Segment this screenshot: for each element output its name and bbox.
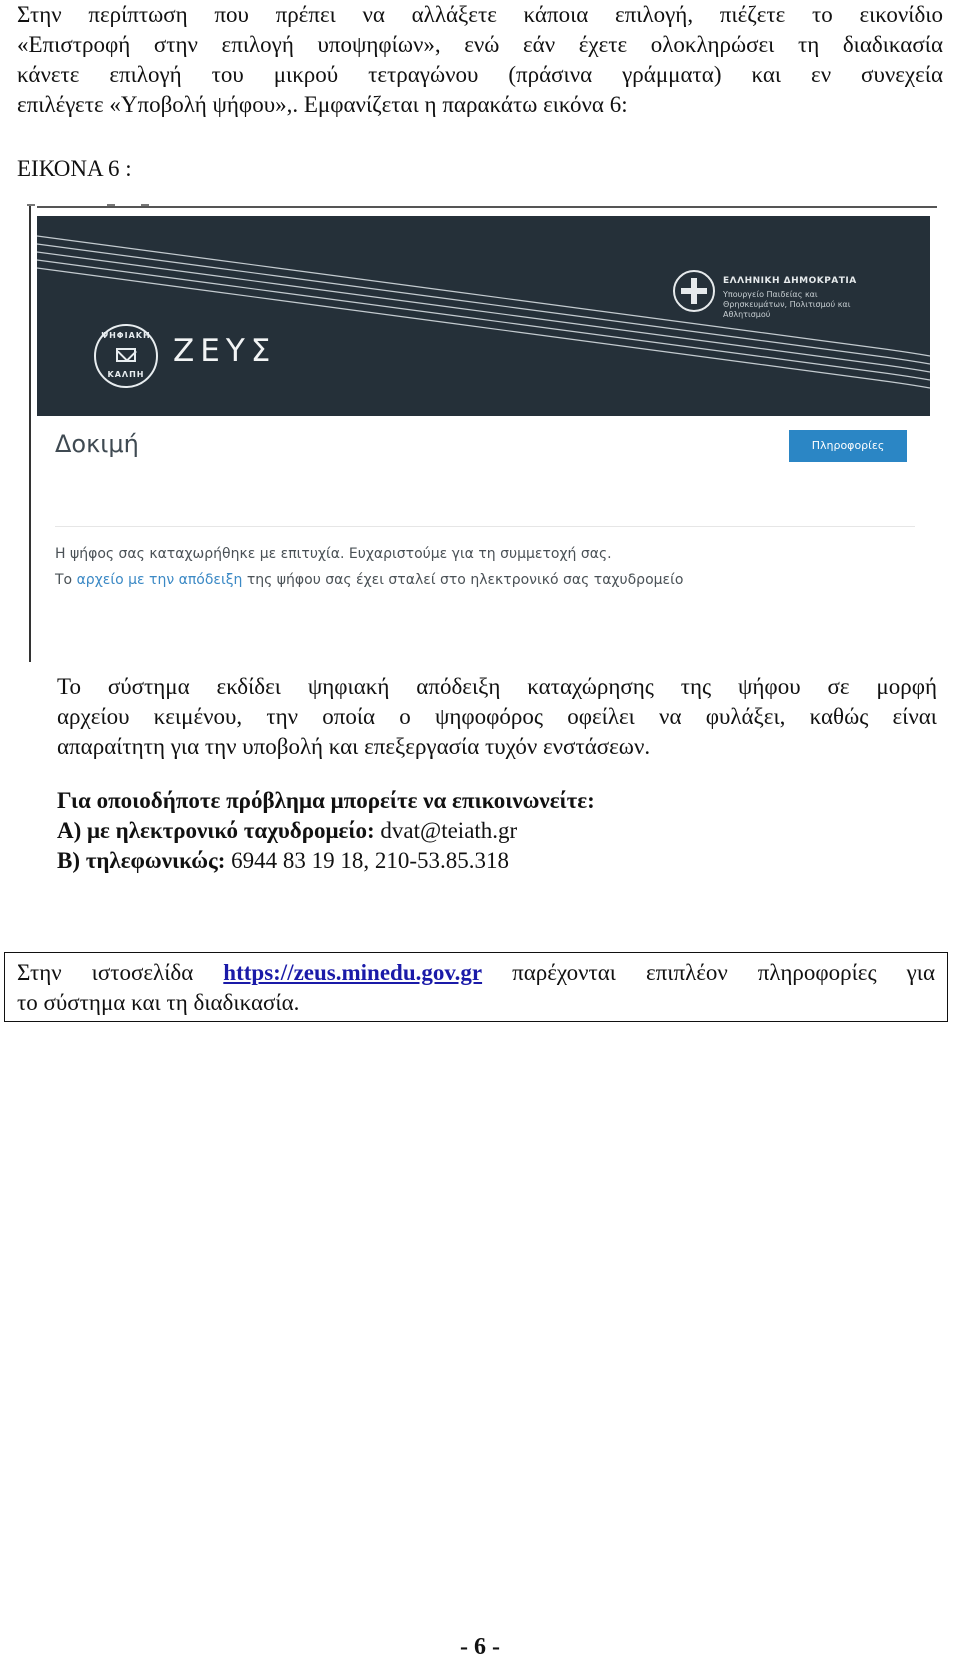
zeus-website-link[interactable]: https://zeus.minedu.gov.gr — [223, 960, 483, 985]
page-number: - 6 - — [460, 1634, 500, 1660]
phone-value: 6944 83 19 18, 210-53.85.318 — [225, 848, 510, 873]
figure-screenshot — [17, 200, 937, 662]
note-line: το σύστημα και τη διαδικασία. — [17, 990, 300, 1015]
receipt-link[interactable]: αρχείο με την απόδειξη — [76, 572, 243, 588]
intro-line: Στην περίπτωση που πρέπει να αλλάξετε κάποια επιλογή, πιέζετε το εικονίδιο — [17, 2, 943, 27]
divider — [55, 526, 915, 527]
note-text: Στην ιστοσελίδα — [17, 960, 224, 985]
seal-bottom-text: ΚΑΛΠΗ — [107, 370, 145, 379]
receipt-line: απαραίτητη για την υποβολή και επεξεργασία τυχόν ενστάσεων. — [57, 734, 651, 759]
gov-subtitle: Υπουργείο Παιδείας και Θρησκευμάτων, Πολιτισμού και Αθλητισμού — [723, 290, 851, 319]
envelope-icon — [116, 348, 136, 362]
phone-label: Β) τηλεφωνικώς: — [57, 848, 226, 873]
vote-confirmation-panel — [37, 416, 930, 662]
note-line — [17, 958, 935, 988]
receipt-line: Το σύστημα εκδίδει ψηφιακή απόδειξη καταχώρησης της ψήφου σε μορφή — [57, 674, 937, 699]
info-button[interactable]: Πληροφορίες — [789, 430, 907, 462]
intro-paragraph — [17, 0, 943, 120]
greek-emblem-icon — [673, 270, 715, 312]
contact-block — [57, 786, 937, 876]
frame-top-line — [37, 206, 937, 208]
intro-line: κάνετε επιλογή του μικρού τετραγώνου (πράσινα γράμματα) και εν συνεχεία — [17, 62, 943, 87]
poll-title: Δοκιμή — [55, 430, 139, 458]
frame-left-line — [29, 206, 31, 662]
zeus-logo: ΖΕΥΣ — [173, 333, 277, 369]
note-text: παρέχονται επιπλέον πληροφορίες για — [482, 960, 935, 985]
zeus-header-banner — [37, 216, 930, 416]
receipt-paragraph — [57, 672, 937, 762]
info-note-box — [4, 952, 948, 1022]
receipt-message — [55, 572, 683, 588]
figure-label: ΕΙΚΟΝΑ 6 : — [17, 156, 132, 181]
intro-line: «Επιστροφή στην επιλογή υποψηφίων», ενώ εάν έχετε ολοκληρώσει τη διαδικασία — [17, 32, 943, 57]
email-value: dvat@teiath.gr — [374, 818, 518, 843]
success-message: Η ψήφος σας καταχωρήθηκε με επιτυχία. Ευχαριστούμε για τη συμμετοχή σας. — [55, 546, 612, 562]
contact-heading: Για οποιοδήποτε πρόβλημα μπορείτε να επικοινωνείτε: — [57, 788, 595, 813]
email-label: Α) με ηλεκτρονικό ταχυδρομείο: — [57, 818, 375, 843]
receipt-text: Το — [55, 572, 77, 588]
gov-title: ΕΛΛΗΝΙΚΗ ΔΗΜΟΚΡΑΤΙΑ — [723, 276, 857, 286]
seal-top-text: ΨΗΦΙΑΚΗ — [101, 331, 151, 340]
digital-ballot-seal — [94, 324, 158, 388]
receipt-text: της ψήφου σας έχει σταλεί στο ηλεκτρονικό σας ταχυδρομείο — [242, 572, 684, 588]
intro-line: επιλέγετε «Υποβολή ψήφου»,. Εμφανίζεται η παρακάτω εικόνα 6: — [17, 92, 628, 117]
emblem-cross — [681, 288, 707, 294]
receipt-line: αρχείου κειμένου, την οποία ο ψηφοφόρος οφείλει να φυλάξει, καθώς είναι — [57, 704, 937, 729]
